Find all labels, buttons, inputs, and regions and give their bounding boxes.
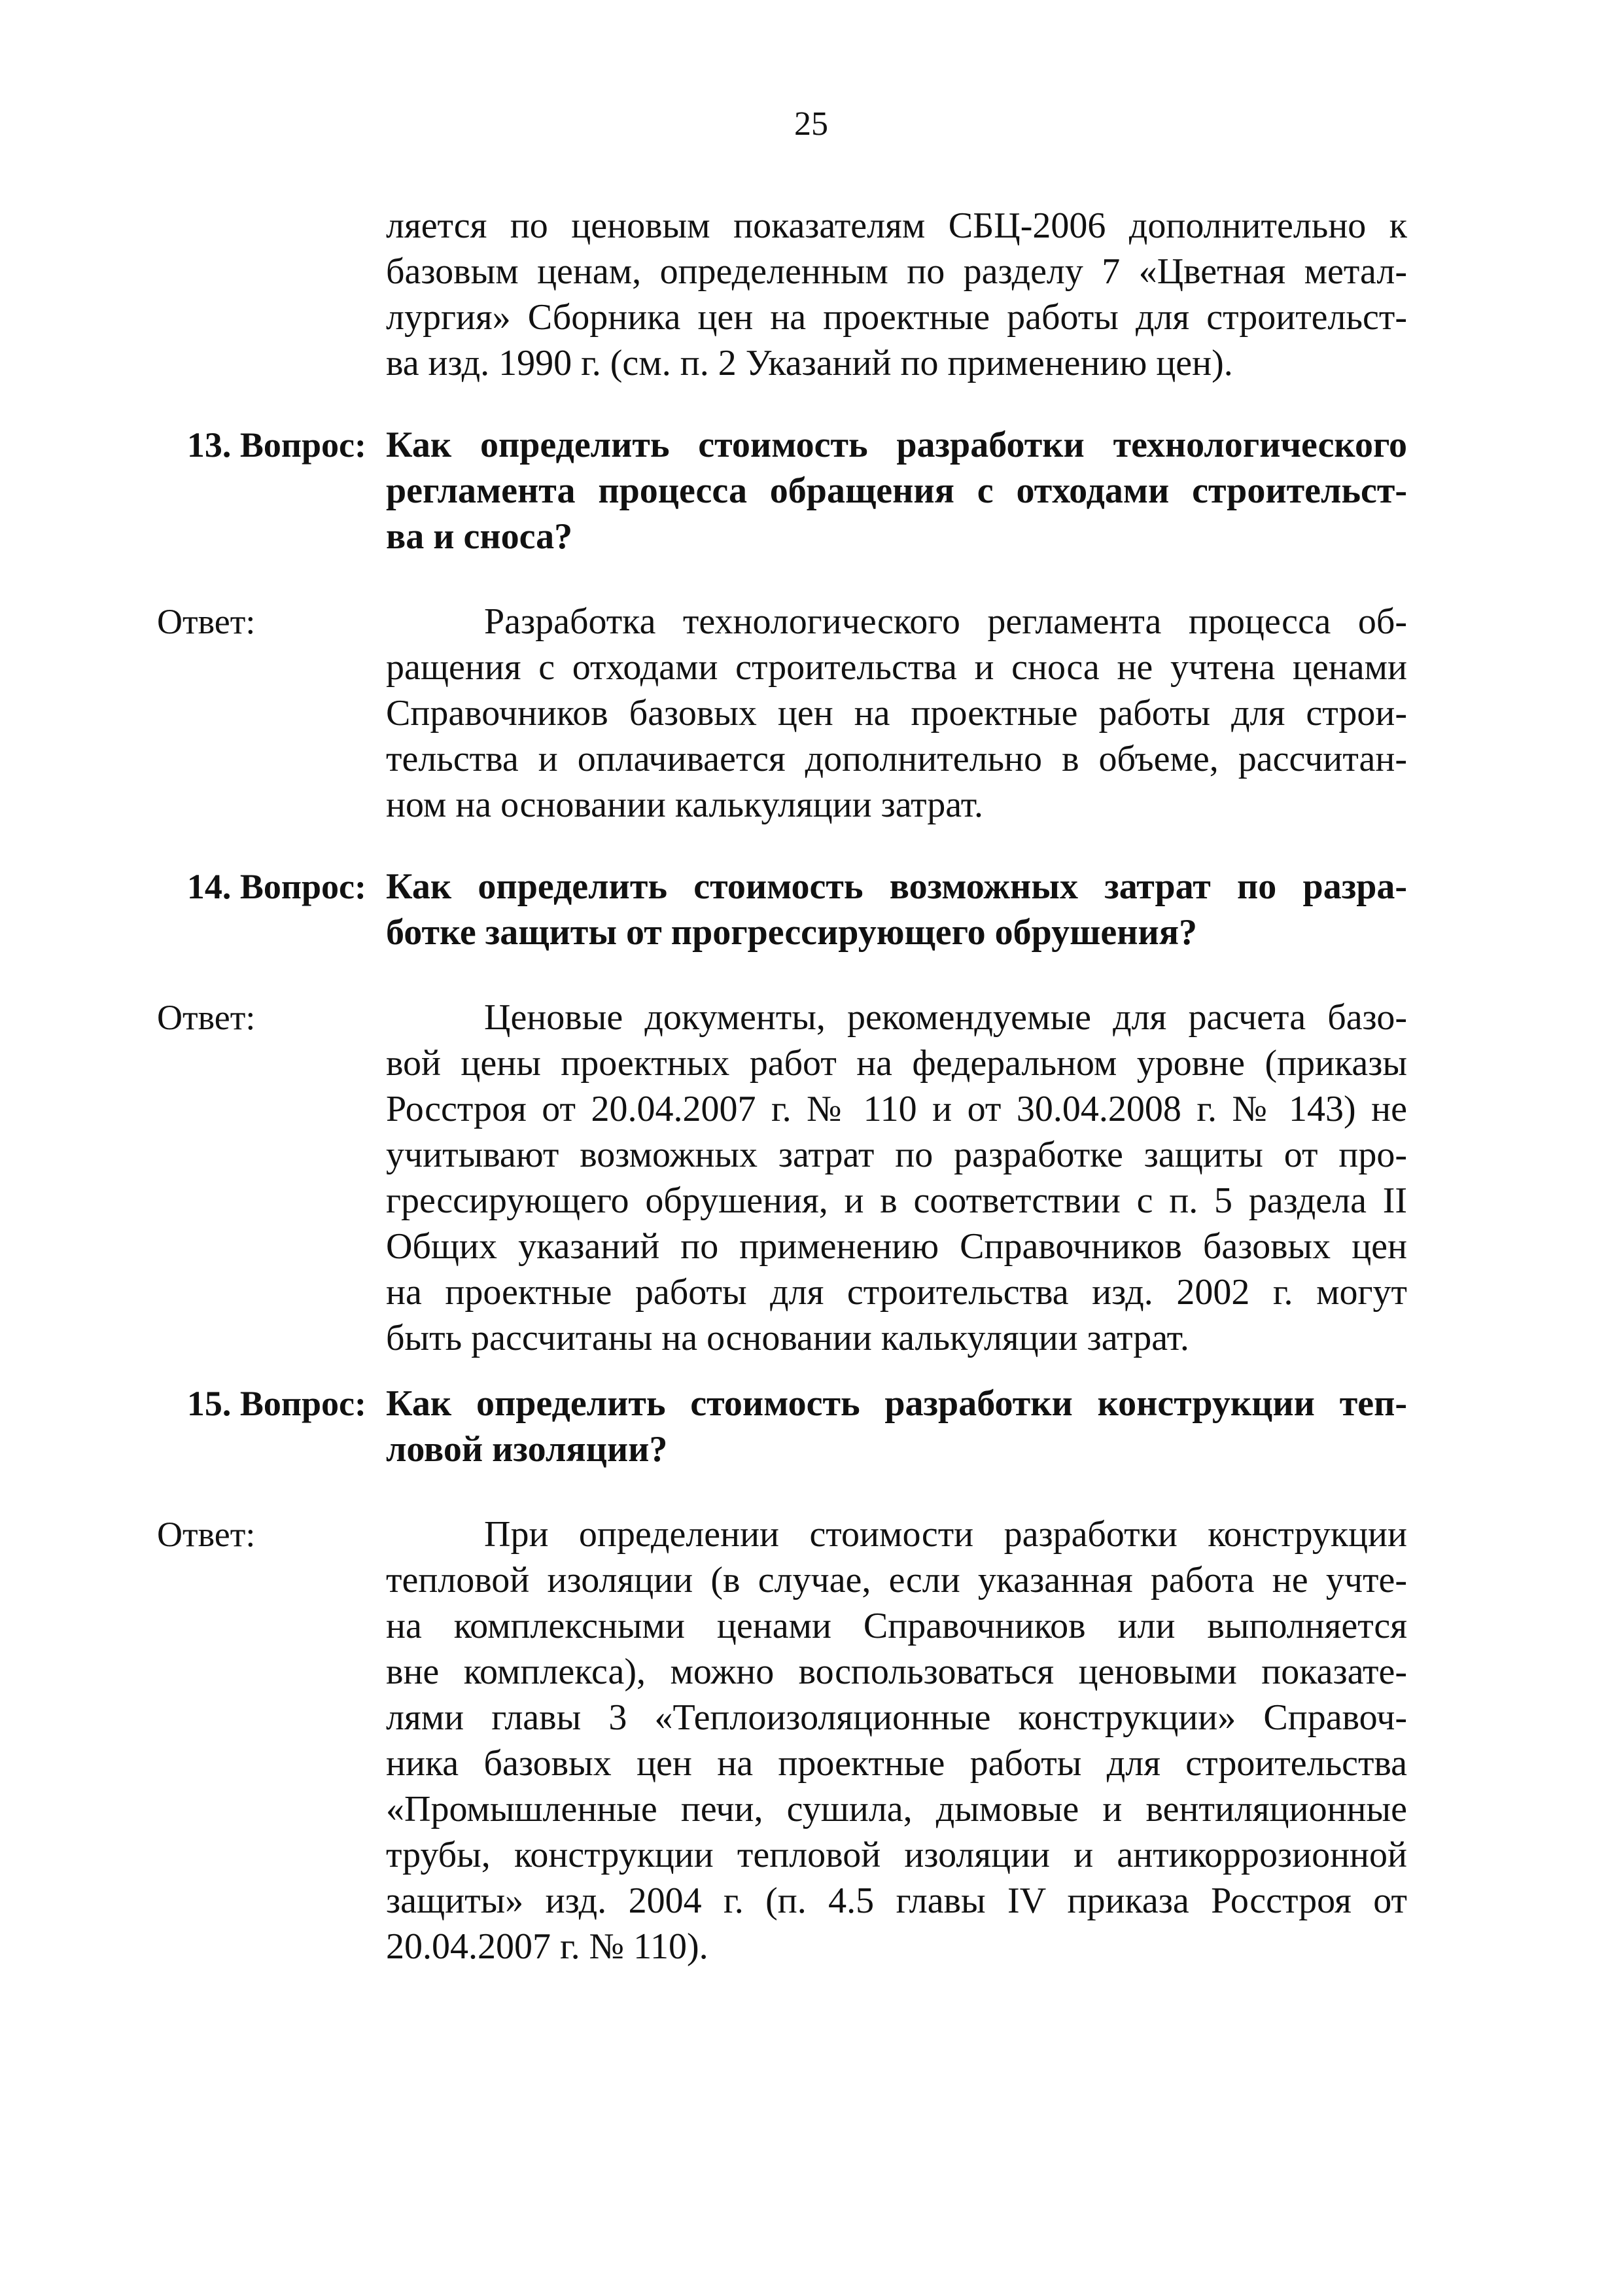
text-line: лургия» Сборника цен на проектные работы для строительст- — [386, 297, 1407, 338]
text-line: Справочников базовых цен на проектные работы для строи- — [386, 693, 1407, 733]
text-line: Ценовые документы, рекомендуемые для расчета базо- — [484, 997, 1407, 1038]
text-line: Разработка технологического регламента процесса об- — [484, 601, 1407, 642]
continuation-paragraph — [157, 203, 1407, 386]
question-label: 13. Вопрос: — [186, 425, 366, 465]
answer-text — [386, 995, 1407, 1361]
question-text — [386, 864, 1407, 955]
text-line: на комплексными ценами Справочников или выполняется — [386, 1606, 1407, 1646]
text-line: вой цены проектных работ на федеральном уровне (приказы — [386, 1043, 1407, 1084]
text-line: ва изд. 1990 г. (см. п. 2 Указаний по применению цен). — [386, 343, 1233, 383]
answer-text — [386, 1511, 1407, 1969]
text-line: тепловой изоляции (в случае, если указанная работа не учте- — [386, 1560, 1407, 1600]
text-line: тельства и оплачивается дополнительно в объеме, рассчитан- — [386, 739, 1407, 779]
page-number: 25 — [794, 105, 828, 143]
continuation-text — [386, 203, 1407, 386]
label-spacer — [157, 203, 386, 386]
text-line: базовым ценам, определенным по разделу 7 «Цветная метал- — [386, 251, 1407, 292]
question-text — [386, 1381, 1407, 1472]
text-line: Росстроя от 20.04.2007 г. № 110 и от 30.04.2008 г. № 143) не — [386, 1089, 1407, 1129]
text-line: лями главы 3 «Теплоизоляционные конструкции» Справоч- — [386, 1697, 1407, 1738]
answer-13 — [157, 599, 1407, 828]
text-line: Как определить стоимость возможных затрат по разра- — [386, 866, 1407, 907]
text-line: учитывают возможных затрат по разработке защиты от про- — [386, 1135, 1407, 1175]
text-line: ва и сноса? — [386, 516, 573, 557]
answer-text — [386, 599, 1407, 828]
question-14 — [157, 864, 1407, 955]
text-line: Как определить стоимость разработки конструкции теп- — [386, 1383, 1407, 1424]
text-line: При определении стоимости разработки конструкции — [484, 1514, 1407, 1555]
question-15 — [157, 1381, 1407, 1472]
text-line: быть рассчитаны на основании калькуляции затрат. — [386, 1318, 1189, 1358]
answer-14 — [157, 995, 1407, 1361]
text-line: вне комплекса), можно воспользоваться ценовыми показате- — [386, 1651, 1407, 1692]
text-line: ботке защиты от прогрессирующего обрушения? — [386, 912, 1198, 953]
text-line: 20.04.2007 г. № 110). — [386, 1926, 708, 1967]
text-line: грессирующего обрушения, и в соответствии с п. 5 раздела II — [386, 1180, 1407, 1221]
answer-label: Ответ: — [157, 1515, 256, 1554]
text-line: ляется по ценовым показателям СБЦ-2006 дополнительно к — [386, 205, 1407, 246]
text-line: ловой изоляции? — [386, 1429, 668, 1470]
question-13 — [157, 422, 1407, 559]
question-text — [386, 422, 1407, 559]
text-line: защиты» изд. 2004 г. (п. 4.5 главы IV приказа Росстроя от — [386, 1881, 1407, 1921]
answer-15 — [157, 1511, 1407, 1969]
text-line: «Промышленные печи, сушила, дымовые и вентиляционные — [386, 1789, 1407, 1829]
text-line: ном на основании калькуляции затрат. — [386, 785, 983, 825]
text-line: регламента процесса обращения с отходами строительст- — [386, 470, 1407, 511]
text-line: ращения с отходами строительства и сноса не учтена ценами — [386, 647, 1407, 688]
answer-label: Ответ: — [157, 602, 256, 641]
question-label: 14. Вопрос: — [186, 867, 366, 906]
text-line: Общих указаний по применению Справочников базовых цен — [386, 1226, 1407, 1267]
text-line: ника базовых цен на проектные работы для строительства — [386, 1743, 1407, 1784]
question-label: 15. Вопрос: — [186, 1384, 366, 1423]
answer-label: Ответ: — [157, 998, 256, 1037]
text-line: Как определить стоимость разработки технологического — [386, 425, 1407, 465]
text-line: трубы, конструкции тепловой изоляции и антикоррозионной — [386, 1835, 1407, 1875]
text-line: на проектные работы для строительства изд. 2002 г. могут — [386, 1272, 1407, 1313]
